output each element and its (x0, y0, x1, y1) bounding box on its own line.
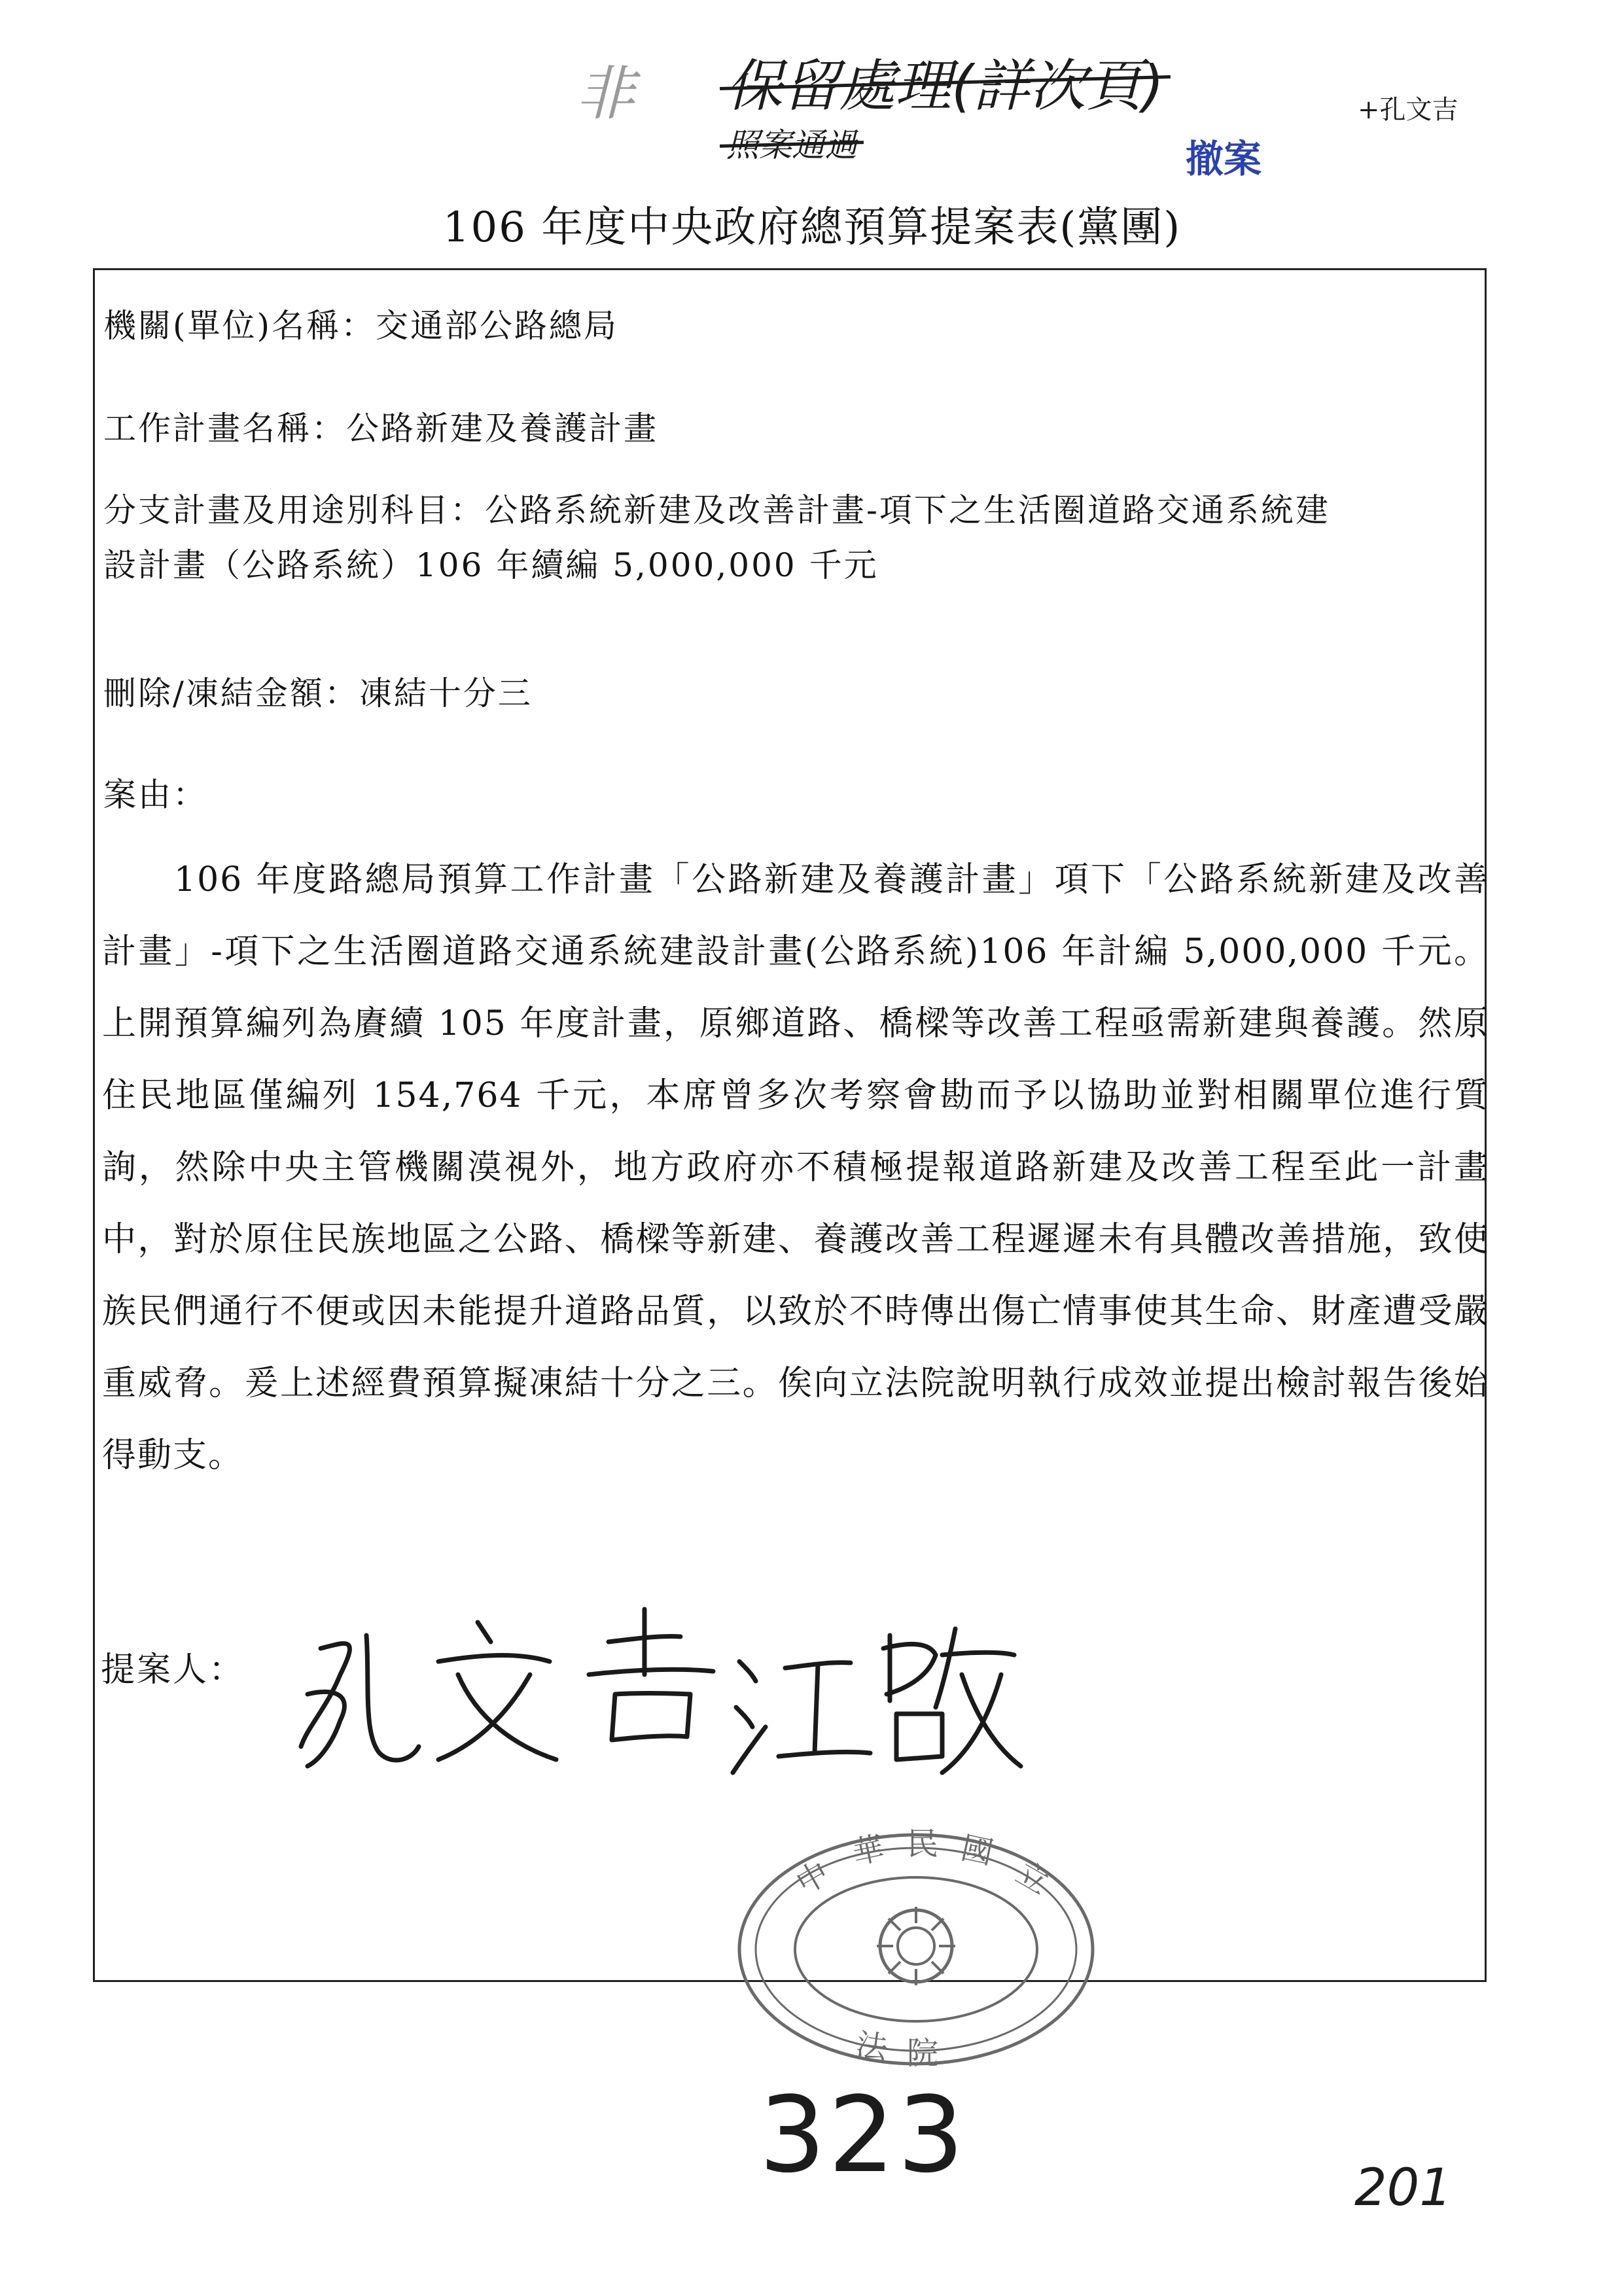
amount-value: 凍結十分三 (359, 674, 533, 712)
reason-label: 案由： (103, 776, 207, 814)
document-title: 106 年度中央政府總預算提案表(黨團) (442, 203, 1182, 252)
svg-text:民: 民 (906, 1826, 939, 1862)
subplan-value-line2: 設計畫（公路系統）106 年續編 5,000,000 千元 (103, 546, 879, 584)
proposer-label: 提案人： (101, 1650, 245, 1690)
amount-row (103, 667, 533, 714)
svg-text:中: 中 (790, 1854, 836, 1902)
subplan-value-line1: 公路系統新建及改善計畫-項下之生活圈道路交通系統建 (485, 491, 1330, 529)
reason-body: 106 年度路總局預算工作計畫「公路新建及養護計畫」項下「公路系統新建及改善計畫」-項下之生活圈道路交通系統建設計畫(公路系統)106 年計編 5,000,000 千元。上開預算編列為賡續 105 年度計畫，原鄉道路、橋樑等改善工程亟需新建與養護。然原住民地區僅編列 154,764 千元，本席曾多次考察會勘而予以協助並對相關單位進行質詢，然除中央主管機關漠視外，地方政府亦不積極提報道路新建及改善工程至此一計畫中，對於原住民族地區之公路、橋樑等新建、養護改善工程遲遲未有具體改善措施，致使族民們通行不便或因未能提升道路品質，以致於不時傳出傷亡情事使其生命、財產遭受嚴重威脅。爰上述經費預算擬凍結十分之三。俟向立法院說明執行成效並提出檢討報告後始得動支。 (102, 860, 1489, 1475)
plan-label: 工作計畫名稱： (103, 409, 346, 447)
struck-pass-text: 照案通過 (726, 119, 857, 166)
subplan-label: 分支計畫及用途別科目： (103, 491, 485, 529)
agency-row (103, 300, 618, 347)
struck-note-passed (726, 119, 857, 166)
handwritten-case-number: 323 (759, 2074, 967, 2196)
page-number: 201 (1354, 2159, 1452, 2218)
legislative-yuan-seal (733, 1825, 1099, 2074)
handwritten-scribble: 非 (576, 60, 635, 128)
proposer-tag: +孔文吉 (1358, 95, 1458, 125)
subplan-row (103, 484, 1330, 531)
svg-text:院: 院 (906, 2035, 939, 2072)
svg-text:法: 法 (853, 2026, 890, 2068)
subplan-row-continued (103, 539, 879, 586)
svg-text:立: 立 (1010, 1854, 1055, 1902)
plan-row (103, 402, 658, 449)
struck-note-retain-processing (726, 41, 1164, 122)
svg-text:華: 華 (849, 1829, 887, 1872)
amount-label: 刪除/凍結金額： (103, 674, 359, 712)
plan-value: 公路新建及養護計畫 (346, 409, 658, 447)
withdraw-stamp: 撤案 (1186, 137, 1262, 181)
handwritten-signature (281, 1596, 1034, 1805)
agency-value: 交通部公路總局 (376, 307, 619, 345)
svg-text:國: 國 (958, 1829, 997, 1872)
struck-note-text: 保留處理(詳次頁) (726, 41, 1164, 122)
agency-label: 機關(單位)名稱： (103, 307, 376, 345)
